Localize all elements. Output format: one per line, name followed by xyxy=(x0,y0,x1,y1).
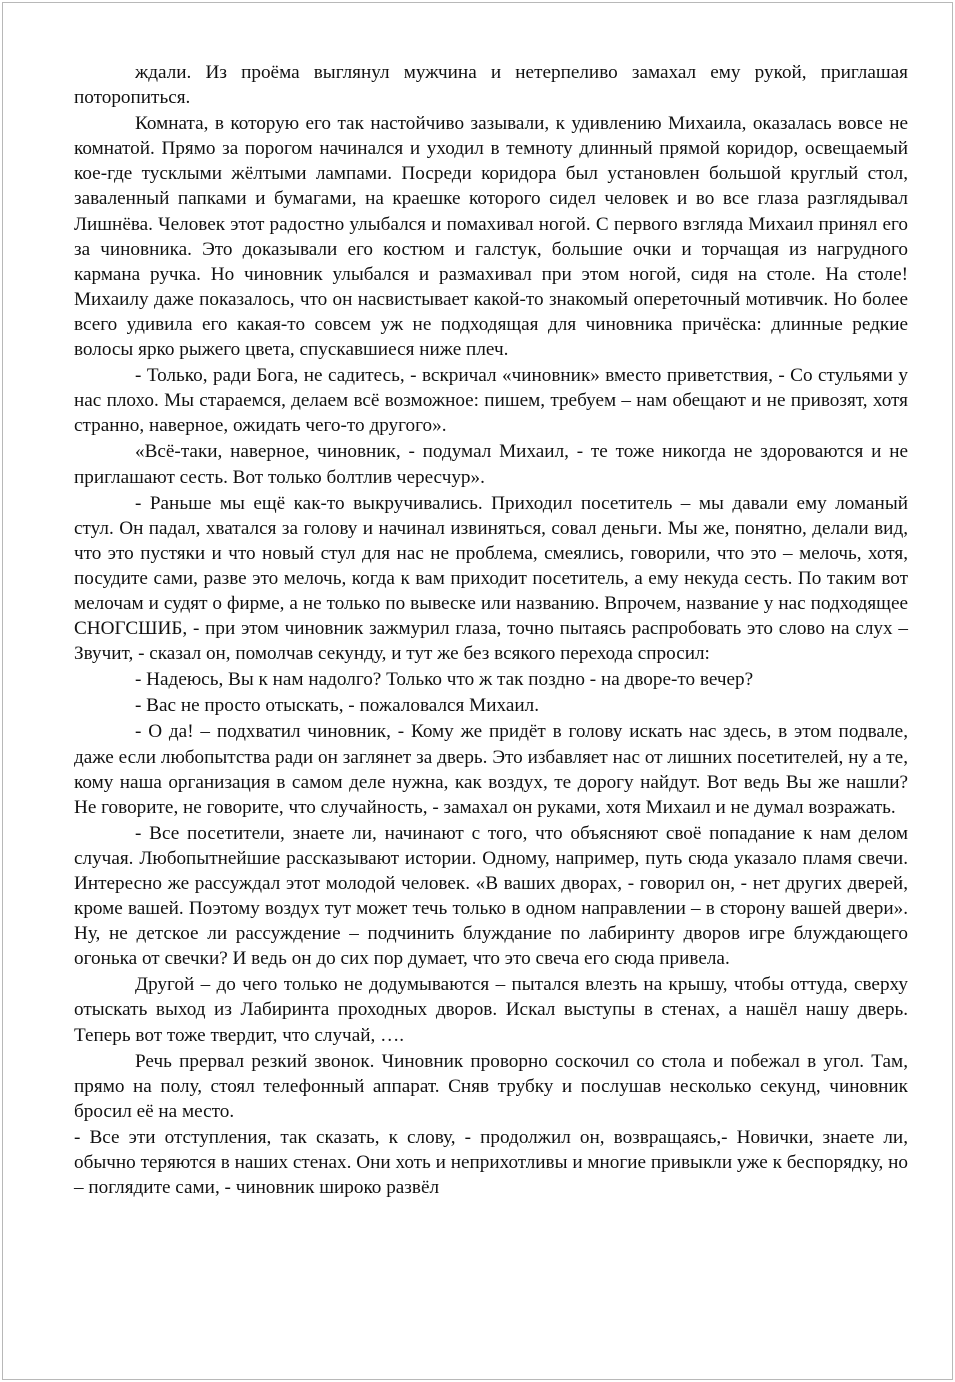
paragraph-1: ждали. Из проёма выглянул мужчина и нетерпеливо замахал ему рукой, приглашая поторопиться. xyxy=(74,62,908,109)
paragraph-3: - Только, ради Бога, не садитесь, - вскричал «чиновник» вместо приветствия, - Со стульями у нас плохо. Мы стараемся, делаем всё возможное: пишем, требуем – нам обещают и не привозят, хотя странно, наверное, ожидать чего-то другого». xyxy=(74,365,908,437)
page-frame xyxy=(2,2,953,1380)
paragraph-11: Речь прервал резкий звонок. Чиновник проворно соскочил со стола и побежал в угол. Там, прямо на полу, стоял телефонный аппарат. Сняв трубку и послушав несколько секунд, чиновник бросил её на место. xyxy=(74,1050,908,1122)
paragraph-5: - Раньше мы ещё как-то выкручивались. Приходил посетитель – мы давали ему ломаный стул. Он падал, хватался за голову и начинал извиняться, совал деньги. Мы же, понятно, делали вид, что это пустяки и что новый стул для нас не проблема, смеялись, говорили, что это – мелочь, хотя, посудите сами, разве это мелочь, когда к вам приходит посетитель, а ему некуда сесть. По таким вот мелочам и судят о фирме, а не только по вывеске или названию. Впрочем, название у нас подходящее СНОГСШИБ, - при этом чиновник зажмурил глаза, точно пытаясь распробовать это слово на слух – Звучит, - сказал он, помолчав секунду, и тут же без всякого перехода спросил: xyxy=(74,492,908,665)
document-body xyxy=(74,60,908,1200)
paragraph-2: Комната, в которую его так настойчиво зазывали, к удивлению Михаила, оказалась вовсе не комнатой. Прямо за порогом начинался и уходил в темноту длинный прямой коридор, освещаемый кое-где тусклыми жёлтыми лампами. Посреди коридора был установлен большой круглый стол, заваленный папками и бумагами, на краешке которого сидел человек и во все глаза разглядывал Лишнёва. Человек этот радостно улыбался и помахивал ногой. С первого взгляда Михаил принял его за чиновника. Это доказывали его костюм и галстук, большие очки и торчащая из нагрудного кармана ручка. Но чиновник улыбался и размахивал при этом ногой, сидя на столе. На столе! Михаилу даже показалось, что он насвистывает какой-то знакомый опереточный мотивчик. Но более всего удивила его какая-то совсем уж не подходящая для чиновника причёска: длинные редкие волосы ярко рыжего цвета, спускавшиеся ниже плеч. xyxy=(74,113,908,361)
paragraph-10: Другой – до чего только не додумываются – пытался влезть на крышу, чтобы оттуда, сверху отыскать выход из Лабиринта проходных дворов. Искал выступы в стенах, а нашёл нашу дверь. Теперь вот тоже твердит, что случай, …. xyxy=(74,974,908,1046)
paragraph-12: - Все эти отступления, так сказать, к слову, - продолжил он, возвращаясь,- Новички, знаете ли, обычно теряются в наших стенах. Они хоть и неприхотливы и многие привыкли уже к беспорядку, но – поглядите сами, - чиновник широко развёл xyxy=(74,1126,908,1199)
paragraph-7: - Вас не просто отыскать, - пожаловался Михаил. xyxy=(135,695,539,717)
paragraph-6: - Надеюсь, Вы к нам надолго? Только что ж так поздно - на дворе-то вечер? xyxy=(135,669,754,691)
paragraph-9: - Все посетители, знаете ли, начинают с того, что объясняют своё попадание к нам делом случая. Любопытнейшие рассказывают истории. Одному, например, путь сюда указало пламя свечи. Интересно же рассуждал этот молодой человек. «В ваших дворах, - говорил он, - нет других дверей, кроме вашей. Поэтому воздух тут может течь только в одном направлении – в сторону вашей двери». Ну, не детское ли рассуждение – подчинить блуждание по лабиринту дворов игре блуждающего огонька от свечки? И ведь он до сих пор думает, что это свеча его сюда привела. xyxy=(74,822,908,970)
paragraph-8: - О да! – подхватил чиновник, - Кому же придёт в голову искать нас здесь, в этом подвале, даже если любопытства ради он заглянет за дверь. Это избавляет нас от лишних посетителей, ну а те, кому наша организация в самом деле нужна, как воздух, те дорогу найдут. Вот ведь Вы же нашли? Не говорите, не говорите, что случайность, - замахал он руками, хотя Михаил и не думал возражать. xyxy=(74,721,908,818)
paragraph-4: «Всё-таки, наверное, чиновник, - подумал Михаил, - те тоже никогда не здороваются и не приглашают сесть. Вот только болтлив чересчур». xyxy=(74,441,908,488)
